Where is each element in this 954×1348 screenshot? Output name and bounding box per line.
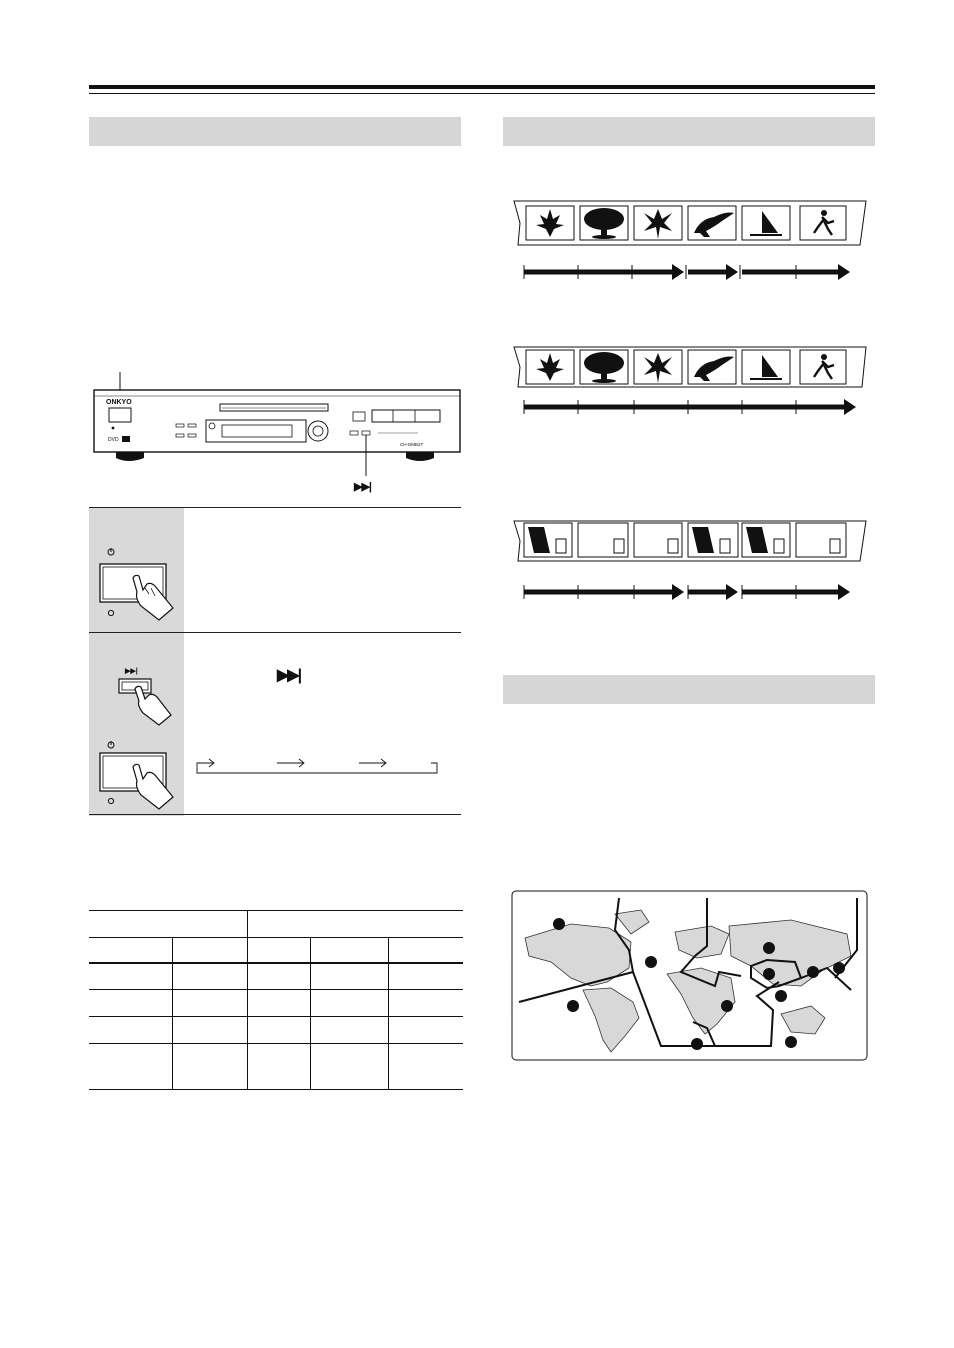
step-bottom-rule: [89, 814, 461, 815]
section-bar-right-bottom: [503, 675, 875, 704]
header-rule-thick: [89, 85, 875, 89]
region-2-dot: [645, 956, 657, 968]
step-1-box: [89, 507, 461, 633]
data-table: [89, 910, 463, 1092]
file-icon: [830, 539, 840, 553]
table-col-divider-1: [172, 937, 173, 1090]
region-6-dot: [763, 968, 775, 980]
table-row-rule-2: [89, 1016, 463, 1017]
table-bottom-rule: [89, 1089, 463, 1090]
svg-text:ONKYO: ONKYO: [106, 399, 132, 406]
table-col-divider-main: [247, 910, 248, 1090]
section-bar-left: [89, 117, 461, 146]
region-5b-dot: [721, 1000, 733, 1012]
model-label: CH-DMB2T: [400, 442, 424, 447]
region-2c-dot: [691, 1038, 703, 1050]
table-top-rule: [89, 910, 463, 911]
film-strip-1: [510, 197, 870, 287]
region-3b-dot: [807, 966, 819, 978]
table-row-rule-3: [89, 1043, 463, 1044]
header-rule-thin: [89, 93, 875, 94]
table-header-rule: [89, 937, 463, 938]
svg-text:DVD: DVD: [108, 437, 119, 443]
table-header-bottom-rule: [89, 962, 463, 964]
device-front-panel: [88, 368, 468, 498]
power-button-hand-icon: [89, 508, 184, 633]
step-2-box: [89, 632, 461, 816]
table-row-rule-1: [89, 989, 463, 990]
next-button-label: ▶▶|: [354, 481, 371, 493]
region-1-dot: [553, 918, 565, 930]
region-4b-dot: [785, 1036, 797, 1048]
table-col-divider-4: [388, 937, 389, 1090]
file-icon: [668, 539, 678, 553]
file-icon: [614, 539, 624, 553]
next-button-symbol: ▶▶|: [277, 667, 301, 684]
region-3-dot: [775, 990, 787, 1002]
film-strip-2: [510, 343, 870, 423]
region-2b-dot: [833, 962, 845, 974]
step-1-illustration-panel: [89, 508, 184, 633]
region-5-dot: [763, 942, 775, 954]
region-4-dot: [567, 1000, 579, 1012]
table-col-divider-3: [310, 937, 311, 1090]
step-2-illustration-panel: [89, 633, 184, 816]
film-strip-3: [510, 517, 870, 607]
next-and-power-hand-icon: [89, 633, 184, 816]
cycle-arrows-diagram: [193, 753, 445, 775]
section-bar-right-top: [503, 117, 875, 146]
svg-text:▶▶|: ▶▶|: [125, 668, 138, 675]
region-map: [511, 890, 868, 1061]
